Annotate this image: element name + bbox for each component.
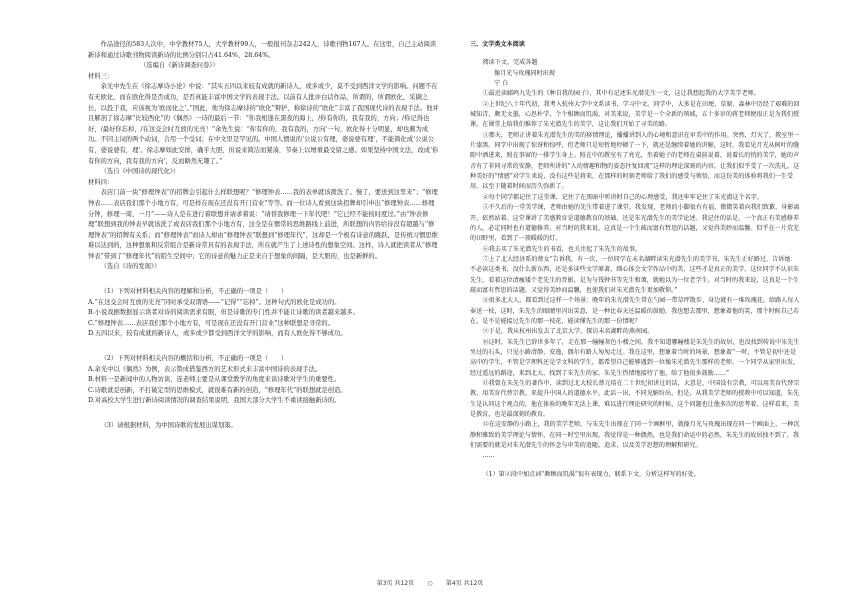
right-column [470,40,800,480]
material-three-text: 余光中先生在《徐志摩诗小论》中说：“其实五四以来较有成就的新诗人，或多或少，莫不受到西洋文学的影响。问题不在有无欧化，而在欧化得是否成功，是否真能丰富中国文学的表现手法。以前有人批评白话作品，所谓的，所谓欧化，采撷之长，以投于我，应该视为‘欧而化之’。”国此，他为徐志摩诗的“欧化”辩护，称徐诗的“欧化”丰富了我国现代诗的表现手法。他并且解剖了徐志摩“比较西化”的《偶然》一诗的最后一节：“你我相逢在黑夜的海上，/你有你的，我有我的，方向；/你记得也好，/最好你忘掉，/在这交会时互放的光亮！”余先生说：“你有你的，我有我的，方向’一句，欧化得十分明显，却也颇为成功。不同主词的两个动词，合用一个受词；在中文里是罕见的。中国人惯说的‘公说公有理，婆说婆有理’，不能简化成‘公说公有，婆说婆有，理’。徐志摩如此安排，确乎大胆，但说来简洁而紧凑，节奏上以增重最受留之感。如果坚持中国文法，改成‘你有你的方向，我有我的方向’，反而略然无趣了。” [88,83,439,165]
source-note: （选编自《新诗调查问卷》） [140,62,219,70]
footer-circle-icon: ○ [427,580,433,587]
option-d: D.五四以来，较有成就的新诗人，或多或少都受到西洋文学的影响，而有人欧化得不够成功。 [88,330,347,338]
article-paragraph: ②上世纪八十年代初，我考入杭州大学中文系读书，学习中文。同学中，大多是在田埂、草原、森林中历经了艰难的回城知青，颇无文墨，心思朴学，个个相顾而饥渴，对美来说，美学是一个全新的领域，五十多岁的蒋老师便很正是为我们授课，在课堂上给我们推荐了朱光潜先生的美学，这让我们开始了寻美的路。 [470,100,800,129]
page-number-left: 第3页 共12页 [376,580,415,587]
material-three-label: 材料三： [88,72,114,80]
material-four-text: 表店门前一块“修理钟表”的招牌会引起什么样联想呢？“修理钟表……我的表单就该拨洗了。慢了，要送到这里来”；“修理钟表……表店我们那个小地方有，可是样在现在还没有开门营业”等等。而一位诗人看到这块招牌却引申出“修理钟表……修理分钟，修理一周，一月”——诗人是在进行着联想并请求着说：“请替我修理一下年代吧！”它已经不能按时度过。”由“钟表修理”联想到我的钟表早就该洗了或表店我们那个小地方有，这全是在惯常的思维路线上前进，所联想的内容给待没有超越与“修理钟表”的招牌有关系；而“修理钟表”而诗人却由“修理钟表”联想到“修理年代”，这却是一个极有诗意的跳跃，是传统习惯思维难以达到的，这种想象和反常组合是新诗常具有的表现手法，所在就产生了上述诗性的想象空间。这样，诗人就把读者从“修理钟表”带到了“修理年代”的陌生空间中；它的诗意的魅力正是来自于想象的间隔，是大胆的，也是新鲜的。 [88,189,438,260]
article-paragraph: ⑩这时，朱先生已辞世多年了，走在那一幢幢灰色小楼之间，我不知道哪幢楼是朱先生的故居，也没找到传说中朱先生坐过的石头，只见小路清静，安逸，偶尔有路人匆匆走过。我在这里，想象着当时的场景，想象着“一时，不管是初中还是高中的学生，不管是学理科还是学文科的学生，都希望自己能够遇到一位像朱光潜先生那样的老师，一个同学从家里出发，经过遥远的路途，来到北大，找到了朱先生的家，朱先生热情地接待了他，给了他很多鼓励……” [470,338,800,377]
page-number-right: 第4页 共12页 [445,580,484,587]
article-paragraph: ③那天，老师正讲着朱光潜先生的美的移情理论，播播讲到人的心境和意识在审美中的作用。突然，灯灭了，教室里一片漆黑。同学中出现了惊讶和惊呼，但老师只是短暂地停顿了一下，就还是继续着她的讲解，这时，我看见月光从树叶的缝隙中洒进来，照在事窗的一排学生身上。照在中的教室有了亮光，坐着她子的老师在桌前说着，说着长的悄的美学，她的声音有了非同寻常的安静，老师所讲的“人的情趣和物的姿态往复回流”这样的理论深刻的内容，让我们似乎受了一次洗礼。这种美好的“情感”对学生来说，没有这些是将来，在那样的时刻老师给了我们的感受与领悟，而这份美的体验将我们一生受用，以至于随着时间而历久弥新了。 [470,131,800,191]
question-3: （3）请根据材料，为中国诗歌的发展出谋划策。 [100,422,237,429]
article-paragraph: ⑥我去买了朱光潜先生的书看，也关注起了朱先生的故事。 [482,245,642,253]
question-1: （1）下列对材料相关内容的理解和分析，不正确的一项是（ ） [100,288,288,296]
option-b: B.材料一是新闻中的人物访谈，连老师主要是从课堂教学的角度来谈诗歌对学生的重要性。 [88,376,341,384]
option-c: C.诗歌就是创新，不打破定型的思维模式，就很难有新的创造，“修理年代”的联想就是创造。 [88,386,347,394]
page-footer [0,578,860,587]
ellipsis: …… [482,452,495,460]
article-paragraph: ④每个同学都记住了这堂课，记住了在黑暗中听讲时自己的心理感受，我还牢牢记住了朱光潜这个名字。 [482,193,763,201]
article-paragraph: ⑫在这安静的小路上，我的美学老师，与朱先生出现在了同一个画框里，就像月光与玫瑰出现在同一个画面上，一种沉静和雅致的美学理论与情怀，在同一时空里出现。我觉得是一种偶然，也是我们命运中的必然，朱先生的故居找不到了，我们需要的就是对朱光潜先生的怀念与审美的追随、追求，以及美学思想的理解和研究。 [470,421,800,450]
article-paragraph: ⑧很多北大人，都看到过这样一个场景：晚年的朱光潜先生常在勺园一带草坪散步，身边就有一堆玫瑰花，给路人每人奉送一枝，这时，朱先生的眼睛里闪出笑意，是一种比春天还温暖的鼓励。我也想去那里，想象着他的笑，那个时候自己若在，是不是能接过先生的那一枝花，能读懂先生的那一份情呢？ [470,297,800,325]
reading-instruction: 阅读下文，完成各题 [482,59,538,67]
article-author: 宁 白 [494,80,509,88]
article-title: 像月光与玫瑰同时出现 [494,69,555,77]
article-paragraph: ⑤不久后的一堂美学课，老师由她的先生带着进了课堂。我发现，老师的小脚很有有福，微微笑着向我们致歉，身影离开，依然站着。这堂课讲了美感教育是道德教育的基础，还是朱光潜先生的美学论述。我记住的话是，一个真正有美感修养的人，必定同时也有道德修养。对当时的我来说，这真是一个生疏而富有哲思的话题，又觉得美妙而温馨。似乎在一片荒芜的田野里，看到了一簇暖暖的灯。 [470,204,800,243]
option-a: A.“在这交会时互放的光亮”同时承受双谓语——“记得”“忘掉”。这种句式的欧化是成功的。 [88,298,341,306]
material-four-label: 材料四： [88,178,114,186]
question-1-right: （1）第②段中加点词“颇顾而饥渴”很有表现力，联系下文，分析这样写的好处。 [482,470,700,478]
option-a: A.余光中以《偶然》为例，表示赞成借鉴西方的艺术形式来丰富中国诗的表现手法。 [88,365,322,373]
article-paragraph: ⑦上了北大经济系的蔡女“告诉我，有一次，一位同学在未名湖畔读朱光潜先生的美学书，朱先生正好路过，告诉她：不必读这类书，没什么新东西，还是多读些文学原著，细心体会文学作品中的美，这些才是真正的美学。这位同学不认识朱先生，看着这位清瘦矮个老先生的背影，是为与钱钟书等先生和蔼，就她以为一位老学生。对当时的我来说，这真是一个生疏而富有哲思的话题，又觉得美妙而温馨，也使我们对朱光潜先生更加敬仰。” [470,255,800,294]
source-note: （选自《诗的发现》） [100,263,161,271]
question-2: （2）下列对材料相关内容的概括和分析，不正确的一项是（ ） [100,355,288,363]
article-paragraph: ①最近读邮鸣九先生的《种自我的园子》，其中有记述朱光潜先生一文，这让我想起我的大学美学老师。 [482,90,760,98]
option-b: B.小说戏剧数据显示读者对诗的阅读需求有限，但是诗歌的专门性并不能让诗歌的读者越来越多。 [88,309,360,317]
source-note: （选自《中国诗的现代化》） [100,168,180,176]
left-column [88,40,440,432]
article-body [470,89,800,451]
material-two-tail: 作品途径的583人次中，中学教材75人，大学教材99人，一般报刊杂志242人，诗歌刊物167人。在这里，自己主动阅读新诗和通过诗歌刊物阅读新诗的比例分别只占41.64%、28.64%。 [88,41,437,59]
article-paragraph: ⑨于是，我从杭州出发去了北京大学，探访未名湖畔的燕南园。 [482,328,654,336]
section-title: 三、文学类文本阅读 [470,41,525,48]
option-d: D.对高校大学生进行新诗阅读情况的调查结果说明，我国大部分大学生不重读接触新诗的。 [88,397,341,405]
option-c: C.“修理钟表……表店我们那个小地方有，可是现在还没有开门营业”这种联想是寻常的。 [88,319,335,327]
article-paragraph: ⑪我曾在朱先生的著作中，读到过北大校长蔡元培在二十世纪初讲过的话，大意是，中国没有宗教，可以用美育代替宗教，用美育代替宗教，来提升中国人的道德水平，此话一出，不同见解纷出，但是，从我美学老师的授教中可以知道，朱先生是认同这个观点的，他在体验的晚年无法上课，难以进行理论研究的时候，这个问题也让他多次的思考着，这样看来，美是教育，也是最深刻的教育。 [470,380,800,419]
